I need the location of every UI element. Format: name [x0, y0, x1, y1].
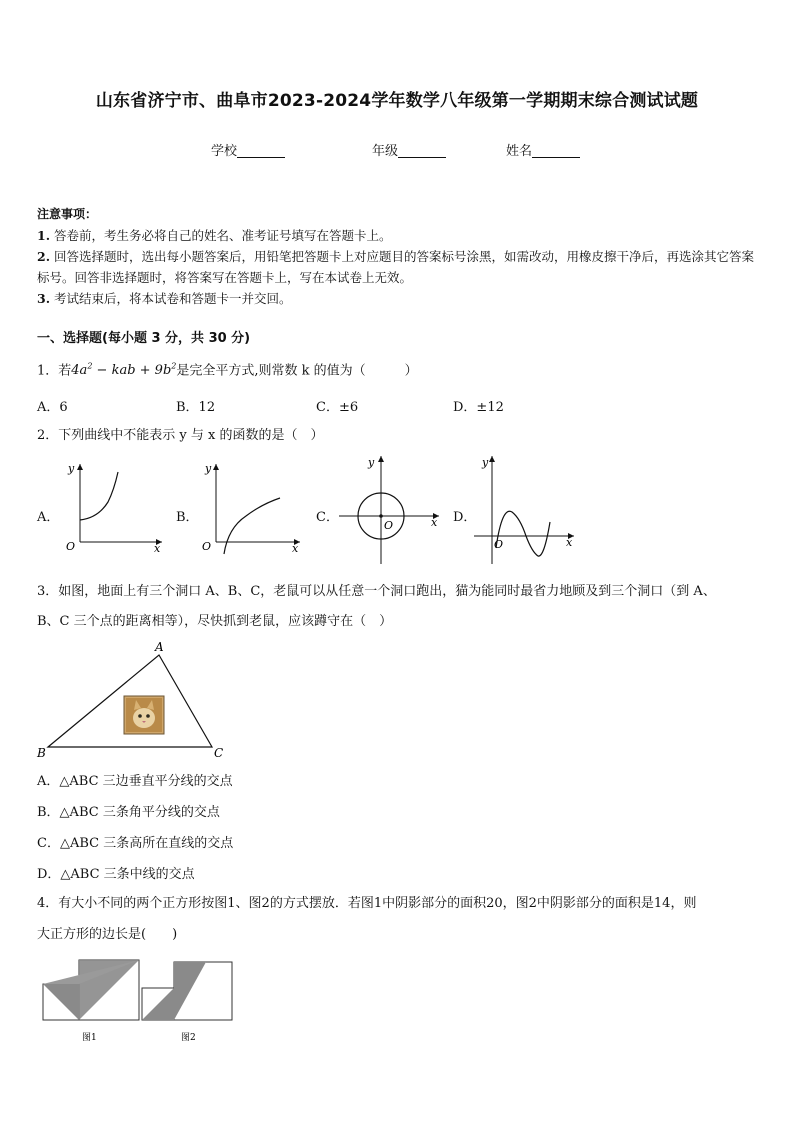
- q2-d-origin: O: [494, 538, 504, 551]
- q2-c-x-label: x: [431, 516, 438, 529]
- q2-d-y-label: y: [482, 456, 489, 469]
- name-label: 姓名: [506, 144, 533, 159]
- q2-c-origin: O: [384, 519, 394, 532]
- q3-label-a: A: [155, 640, 164, 654]
- q3-label-b: B: [37, 746, 46, 760]
- q2-a-y-label: y: [68, 462, 75, 475]
- question-1: 1．若$4a^2$ − kab + $9b^2$是完全平方式,则常数 k 的值为（ ）: [37, 362, 418, 379]
- q2-b-x-label: x: [292, 542, 299, 555]
- school-label: 学校: [211, 144, 238, 159]
- exam-title: 山东省济宁市、曲阜市2023-2024学年数学八年级第一学期期末综合测试试题: [95, 91, 699, 111]
- notes-heading: 注意事项：: [37, 207, 98, 221]
- grade-field: [372, 140, 446, 159]
- section-heading: 一、选择题(每小题 3 分，共 30 分): [37, 331, 251, 346]
- q2-d-x-label: x: [566, 536, 573, 549]
- school-field: [211, 140, 285, 159]
- notes: [37, 204, 759, 309]
- name-blank: [532, 143, 580, 158]
- question-4-line2: 大正方形的边长是( ): [37, 927, 178, 942]
- q3-option-b: B．△ABC 三条角平分线的交点: [37, 805, 220, 820]
- q2-graph-a: [58, 458, 168, 556]
- note-item: 1. 答卷前，考生务必将自己的姓名、准考证号填写在答题卡上。: [37, 228, 392, 243]
- q1-option-c: C．±6: [316, 400, 359, 415]
- question-4-line1: 4．有大小不同的两个正方形按图1、图2的方式摆放．若图1中阴影部分的面积20，图2中阴影部分的面积是14，则: [37, 896, 697, 911]
- q2-option-d: D．: [453, 510, 477, 525]
- q2-graph-b: [196, 458, 306, 556]
- q2-option-a: A．: [37, 510, 60, 525]
- note-item: 2. 回答选择题时，选出每小题答案后，用铅笔把答题卡上对应题目的答案标号涂黑，如需改动，用橡皮擦干净后，再选涂其它答案标号。回答非选择题时，将答案写在答题卡上，写在本试卷上无效。: [37, 249, 755, 285]
- q2-c-y-label: y: [368, 456, 375, 469]
- q2-a-x-label: x: [154, 542, 161, 555]
- q4-figure-1: [43, 960, 139, 1020]
- q2-b-origin: O: [202, 540, 212, 553]
- q4-figure-1-label: 图1: [82, 1033, 97, 1043]
- question-2: 2．下列曲线中不能表示 y 与 x 的函数的是（ ）: [37, 428, 324, 443]
- q3-triangle-figure: [34, 638, 234, 762]
- q2-a-origin: O: [66, 540, 76, 553]
- school-blank: [237, 143, 285, 158]
- q4-figures: [40, 958, 240, 1048]
- q3-option-d: D．△ABC 三条中线的交点: [37, 867, 195, 882]
- name-field: [506, 140, 580, 159]
- q1-option-a: A．6: [37, 400, 68, 415]
- q3-label-c: C: [214, 746, 224, 760]
- q3-option-a: A．△ABC 三边垂直平分线的交点: [37, 774, 233, 789]
- grade-blank: [398, 143, 446, 158]
- grade-label: 年级: [372, 144, 399, 159]
- q2-b-y-label: y: [205, 462, 212, 475]
- kitten-image: [124, 696, 164, 734]
- note-item: 3. 考试结束后，将本试卷和答题卡一并交回。: [37, 291, 292, 306]
- question-3-line1: 3．如图，地面上有三个洞口 A、B、C，老鼠可以从任意一个洞口跑出，猫为能同时最省力地顾及到三个洞口（到 A、: [37, 584, 716, 599]
- q4-figure-2-label: 图2: [181, 1033, 196, 1043]
- question-3-line2: B、C 三个点的距离相等），尽快抓到老鼠，应该蹲守在（ ）: [37, 614, 393, 629]
- q4-figure-2: [142, 962, 232, 1020]
- q2-graph-d: [470, 452, 580, 566]
- q1-option-d: D．±12: [453, 400, 504, 415]
- q2-graph-c: [335, 452, 445, 566]
- q2-option-c: C．: [316, 510, 339, 525]
- q1-option-b: B．12: [176, 400, 216, 415]
- q3-option-c: C．△ABC 三条高所在直线的交点: [37, 836, 234, 851]
- q1-expression: $4a^2$ − kab + $9b^2$: [71, 362, 177, 379]
- q2-option-b: B．: [176, 510, 199, 525]
